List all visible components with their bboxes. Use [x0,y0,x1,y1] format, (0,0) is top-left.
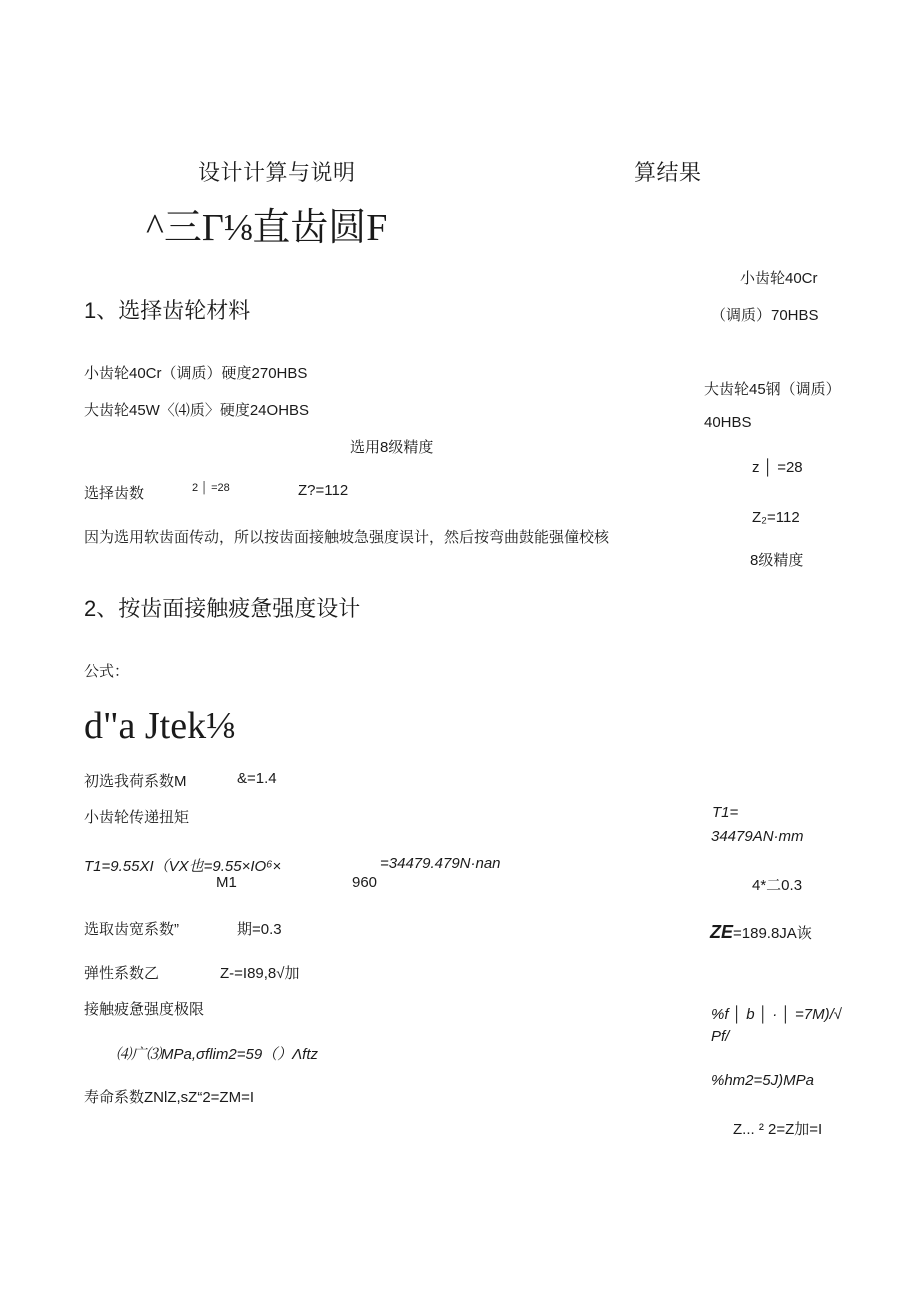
design-formula: d"a Jtek⅛ [84,705,235,747]
formula-label: 公式： [84,663,130,680]
result-elastic-value: =189.8JA诙 [733,925,812,942]
result-elastic-symbol: ZE [710,922,734,942]
load-factor-label: 初选我荷系数M [84,773,187,790]
result-life-factor-cut: Z... ² 2=Z加=I [733,1121,823,1138]
contact-fatigue-limit-label: 接触疲惫强度极限 [84,1001,205,1018]
result-z1: z │ =28 [752,459,803,476]
torque-result: =34479.479N·nan [380,855,501,872]
chapter-title: ^三Γ⅛直齿圆F [146,207,388,249]
face-width-value: 期=0.3 [237,921,282,938]
result-gear-hardness: 40HBS [704,414,752,431]
result-torque-value: 34479AN·mm [711,828,804,845]
load-factor-value: &=1.4 [237,770,277,787]
elastic-coefficient-value: Z-=I89,8√加 [220,965,300,982]
left-column-title: 设计计算与说明 [198,160,356,185]
elastic-coefficient-label: 弹性系数乙 [84,965,160,982]
section1-method-note: 因为选用软齿面传动，所以按齿面接触坡急强度误计，然后按弯曲鼓能强僮校核 [84,529,610,546]
torque-formula: T1=9.55XI（VX也=9.55×IO⁶× [84,858,282,875]
result-precision: 8级精度 [750,552,804,569]
torque-label: 小齿轮传递扭矩 [84,809,190,826]
torque-denominator: 960 [352,874,378,891]
result-pinion-material: 小齿轮40Cr [740,270,818,287]
section1-line-precision: 选用8级精度 [350,439,434,456]
result-torque-label: T1= [712,804,739,821]
section1-line-pinion-material: 小齿轮40Cr（调质）硬度270HBS [84,365,308,382]
section1-tooth-count-label: 选择齿数 [84,485,145,502]
result-fatigue-limit-3: %hm2=5J)MPa [711,1072,814,1089]
right-column-title: 算结果 [634,160,702,185]
section1-line-gear-material: 大齿轮45W〈⑷质〉硬度24OHBS [84,402,310,419]
result-elastic-coefficient [710,922,812,943]
section1-z1-value: 2 │ =28 [192,482,230,494]
result-face-width: 4*二0.3 [752,877,803,894]
result-gear-material: 大齿轮45钢（调质） [704,381,841,398]
section1-z2-value: Z?=112 [298,482,349,499]
contact-fatigue-limit-value: ⑷广⑶MPa,σflim2=59（）Λftz [116,1046,319,1063]
section1-heading: 1、选择齿轮材料 [84,298,251,323]
life-factor-label: 寿命系数ZNlZ,sZ“2=ZM=I [84,1089,255,1106]
result-fatigue-limit-2: Pf/ [711,1028,730,1045]
torque-subscript: M1 [216,874,237,891]
result-pinion-hardness: （调质）70HBS [711,307,819,324]
result-z2: Z₂=112 [752,509,800,526]
face-width-label: 选取齿宽系数” [84,921,179,938]
result-fatigue-limit-1: %f │ b │ · │ =7M)/√ [711,1006,842,1023]
section2-heading: 2、按齿面接触疲惫强度设计 [84,596,361,621]
